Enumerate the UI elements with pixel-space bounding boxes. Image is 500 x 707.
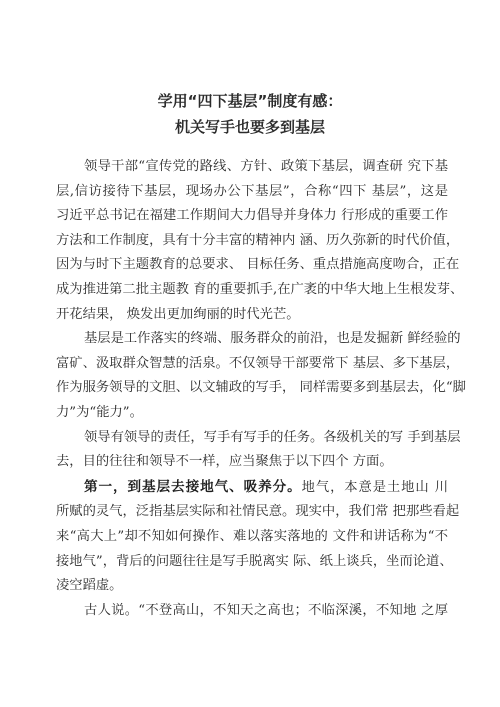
text-line: 力”为“能力”。	[56, 404, 143, 420]
text-line: 领导有领导的责任，写手有写手的任务。各级机关的写 手到基层	[84, 429, 461, 445]
text-line: 基层是工作落实的终端、服务群众的前沿，也是发掘新 鲜经验的	[84, 331, 461, 347]
text-line: 凌空蹈虚。	[56, 578, 123, 594]
paragraph-2	[56, 327, 466, 425]
text-fragment: 地气，本意是土地山 川	[301, 479, 448, 495]
paragraph-5	[56, 599, 448, 624]
document-title-line-2: 机关写手也要多到基层	[174, 118, 325, 136]
text-line: 方法和工作制度，具有十分丰富的精神内 涵、历久弥新的时代价值，	[56, 232, 460, 248]
paragraph-1	[56, 155, 464, 327]
text-line	[56, 475, 448, 501]
text-line: 因为与时下主题教育的总要求、 目标任务、重点措施高度吻合，正在	[56, 257, 460, 273]
text-line: 作为服务领导的文胆、以文辅政的写手， 同样需要多到基层去，化“脚	[56, 380, 466, 396]
paragraph-3	[56, 426, 461, 475]
text-line: 去，目的往往和领导不一样，应当聚焦于以下四个 方面。	[56, 454, 393, 470]
text-line: 古人说。“不登高山，不知天之高也；不临深溪，不知地 之厚	[84, 602, 448, 618]
text-line: 层,信访接待下基层，现场办公下基层”，合称“四下 基层”，这是	[56, 183, 448, 199]
text-line: 接地气”，背后的问题往往是写手脱离实 际、纸上谈兵，坐而论道、	[56, 553, 453, 569]
text-line: 成为推进第二批主题教 育的重要抓手,在广袤的中华大地上生根发芽、	[56, 281, 464, 297]
text-line: 来“高大上”却不知如何操作、难以落实落地的 文件和讲话称为“不	[56, 528, 448, 544]
text-line: 富矿、汲取群众智慧的活泉。不仅领导干部要常下 基层、多下基层，	[56, 355, 460, 371]
document-title-line-1: 学用“四下基层”制度有感：	[157, 92, 343, 110]
text-line: 领导干部“宣传党的路线、方针、政策下基层，调查研 究下基	[84, 159, 448, 174]
text-line: 习近平总书记在福建工作期间大力倡导并身体力 行形成的重要工作	[56, 208, 448, 224]
text-line: 开花结果， 焕发出更加绚丽的时代光芒。	[56, 306, 300, 322]
paragraph-4	[56, 475, 460, 599]
text-line: 所赋的灵气，泛指基层实际和社情民意。现实中，我们常 把那些看起	[56, 504, 460, 520]
section-heading: 第一，到基层去接地气、吸养分。	[84, 478, 302, 495]
document-body	[56, 155, 466, 623]
